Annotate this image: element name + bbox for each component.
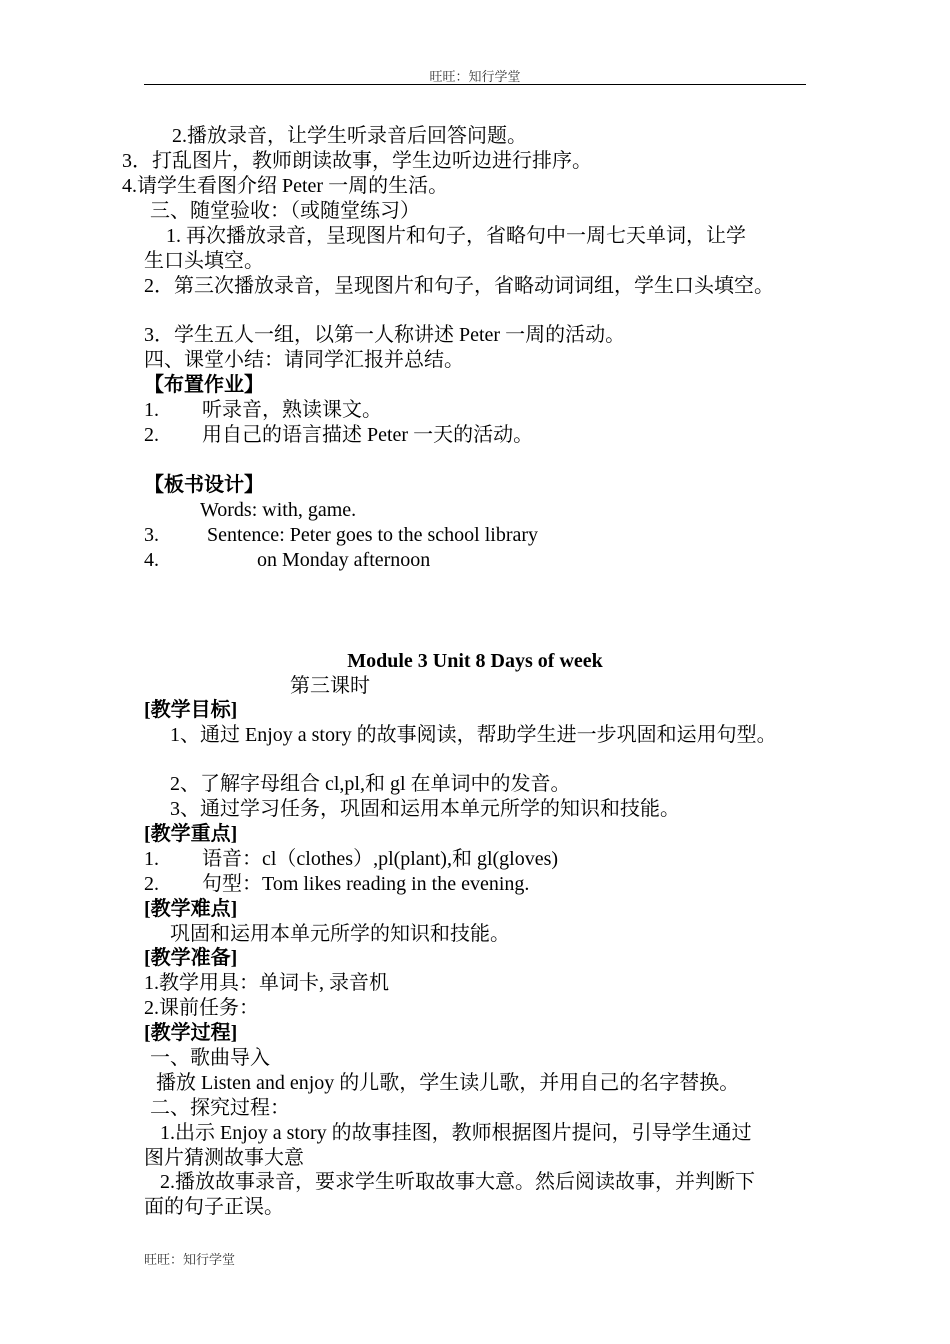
section-heading: 二、探究过程： bbox=[150, 1097, 290, 1119]
list-text: on Monday afternoon bbox=[257, 549, 431, 571]
list-text: 语音：cl（clothes）,pl(plant),和 gl(gloves) bbox=[202, 848, 559, 870]
list-item bbox=[144, 847, 558, 871]
list-number: 1. bbox=[144, 848, 159, 870]
list-number: 3. bbox=[144, 524, 159, 546]
text-line: 生口头填空。 bbox=[144, 250, 264, 272]
list-number: 2. bbox=[144, 424, 159, 446]
list-number: 1. bbox=[144, 399, 159, 421]
list-item bbox=[144, 548, 430, 572]
section-heading: 三、随堂验收：（或随堂练习） bbox=[150, 200, 420, 222]
text-line: 1、通过 Enjoy a story 的故事阅读，帮助学生进一步巩固和运用句型。 bbox=[170, 724, 777, 746]
list-text: Sentence: Peter goes to the school library bbox=[207, 524, 539, 546]
key-points-heading: [教学重点] bbox=[144, 823, 238, 845]
text-line: 巩固和运用本单元所学的知识和技能。 bbox=[170, 923, 510, 945]
text-line: 3．打乱图片，教师朗读故事，学生边听边进行排序。 bbox=[122, 150, 592, 172]
text-line: 1. 再次播放录音，呈现图片和句子，省略句中一周七天单词，让学 bbox=[166, 225, 746, 247]
list-item bbox=[144, 423, 533, 447]
text-line: 4.请学生看图介绍 Peter 一周的生活。 bbox=[122, 175, 449, 197]
text-line: 1.教学用具：单词卡, 录音机 bbox=[144, 972, 389, 994]
text-line: 面的句子正误。 bbox=[144, 1196, 284, 1218]
list-number: 4. bbox=[144, 549, 159, 571]
homework-heading: 【布置作业】 bbox=[144, 374, 264, 396]
difficulties-heading: [教学难点] bbox=[144, 898, 238, 920]
list-text: 用自己的语言描述 Peter 一天的活动。 bbox=[202, 424, 534, 446]
text-line: 2．第三次播放录音，呈现图片和句子，省略动词词组，学生口头填空。 bbox=[144, 275, 774, 297]
list-item bbox=[144, 398, 382, 422]
text-line: 2.播放录音，让学生听录音后回答问题。 bbox=[172, 125, 527, 147]
text-line: 3．学生五人一组，以第一人称讲述 Peter 一周的活动。 bbox=[144, 324, 626, 346]
lesson-title: Module 3 Unit 8 Days of week bbox=[347, 650, 603, 672]
section-heading: 一、歌曲导入 bbox=[150, 1047, 270, 1069]
text-line: 1.出示 Enjoy a story 的故事挂图，教师根据图片提问，引导学生通过 bbox=[160, 1122, 752, 1144]
list-text: 听录音，熟读课文。 bbox=[202, 399, 382, 421]
text-line: 2、了解字母组合 cl,pl,和 gl 在单词中的发音。 bbox=[170, 773, 571, 795]
board-design-heading: 【板书设计】 bbox=[144, 474, 264, 496]
text-line: 图片猜测故事大意 bbox=[144, 1147, 304, 1169]
header-rule bbox=[144, 84, 806, 85]
preparation-heading: [教学准备] bbox=[144, 947, 238, 969]
section-heading: 四、课堂小结：请同学汇报并总结。 bbox=[144, 349, 464, 371]
list-item bbox=[144, 523, 538, 547]
list-number: 2. bbox=[144, 873, 159, 895]
page-footer: 旺旺：知行学堂 bbox=[144, 1253, 236, 1268]
page-header: 旺旺：知行学堂 bbox=[429, 70, 521, 85]
text-line: 2.课前任务： bbox=[144, 997, 259, 1019]
goals-heading: [教学目标] bbox=[144, 699, 238, 721]
list-item bbox=[144, 872, 529, 896]
process-heading: [教学过程] bbox=[144, 1022, 238, 1044]
text-line: 播放 Listen and enjoy 的儿歌，学生读儿歌，并用自己的名字替换。 bbox=[156, 1072, 740, 1094]
list-text: 句型：Tom likes reading in the evening. bbox=[202, 873, 530, 895]
text-line: Words: with, game. bbox=[200, 499, 357, 521]
lesson-subtitle: 第三课时 bbox=[290, 675, 370, 697]
text-line: 3、通过学习任务，巩固和运用本单元所学的知识和技能。 bbox=[170, 798, 680, 820]
text-line: 2.播放故事录音，要求学生听取故事大意。然后阅读故事，并判断下 bbox=[160, 1171, 755, 1193]
